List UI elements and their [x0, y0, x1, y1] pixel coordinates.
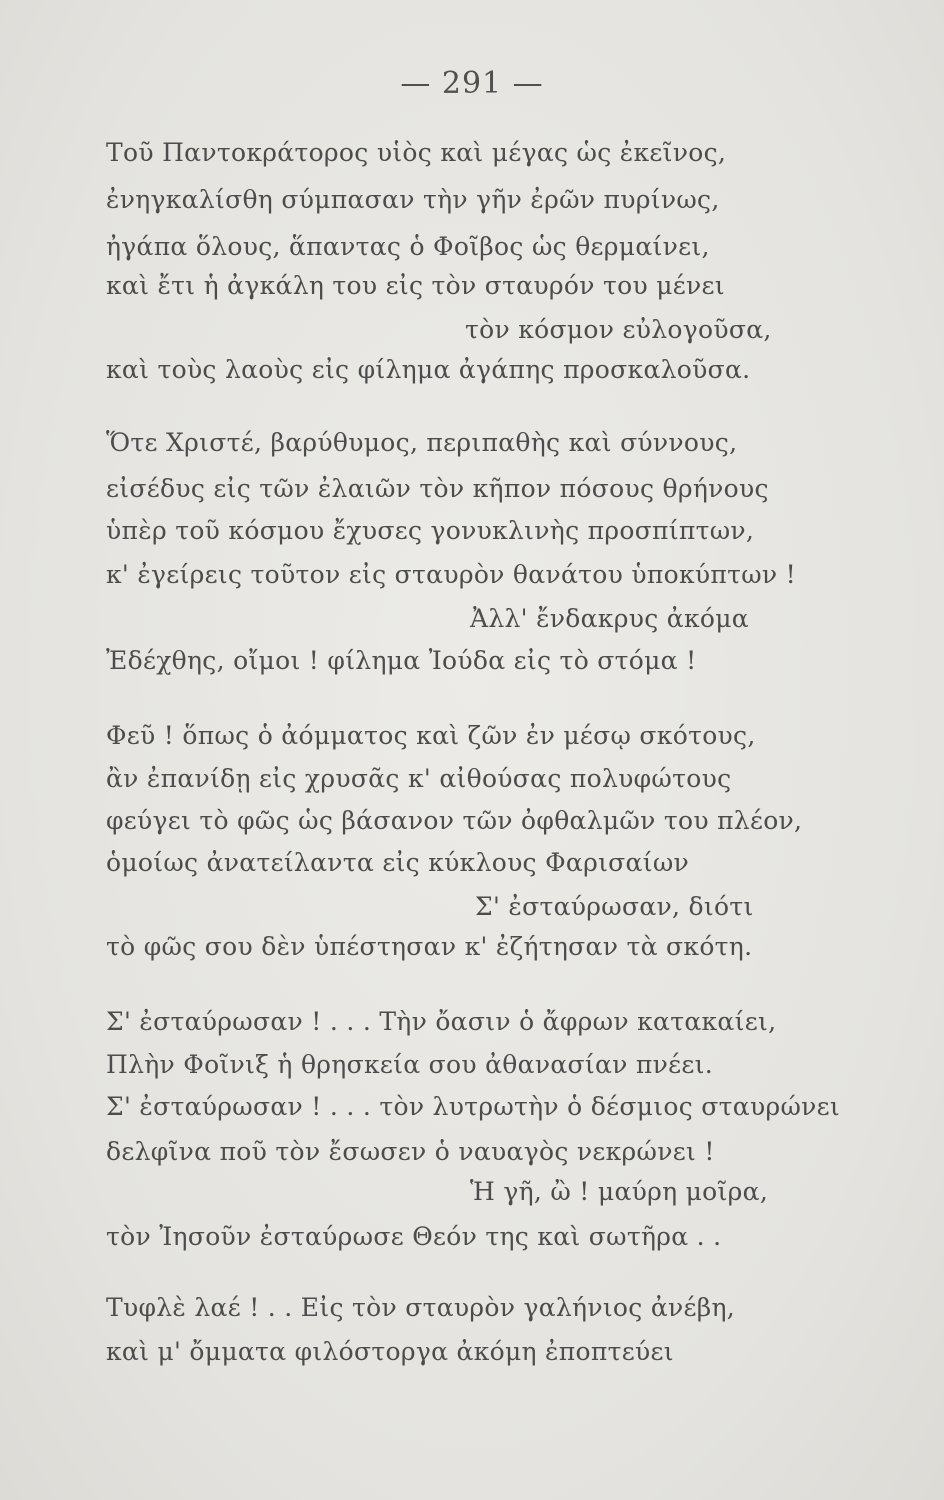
- poem-line: εἰσέδυς εἰς τῶν ἐλαιῶν τὸν κῆπον πόσους θρήνους: [106, 474, 769, 503]
- poem-line: ὁμοίως ἀνατείλαντα εἰς κύκλους Φαρισαίων: [106, 848, 690, 877]
- poem-line: καὶ μ' ὄμματα φιλόστοργα ἀκόμη ἐποπτεύει: [106, 1337, 674, 1366]
- poem-line: Τοῦ Παντοκράτορος υἱὸς καὶ μέγας ὡς ἐκεῖνος,: [106, 138, 727, 167]
- poem-line: Τυφλὲ λαέ ! . . Εἰς τὸν σταυρὸν γαλήνιος ἀνέβη,: [106, 1293, 736, 1322]
- poem-line: Ὅτε Χριστέ, βαρύθυμος, περιπαθὴς καὶ σύννους,: [106, 428, 738, 457]
- poem-line: δελφῖνα ποῦ τὸν ἔσωσεν ὁ ναυαγὸς νεκρώνει !: [106, 1137, 715, 1166]
- poem-line: Ἐδέχθης, οἴμοι ! φίλημα Ἰούδα εἰς τὸ στόμα !: [106, 646, 697, 675]
- poem-line: φεύγει τὸ φῶς ὡς βάσανον τῶν ὀφθαλμῶν του πλέον,: [106, 806, 803, 835]
- poem-line: Πλὴν Φοῖνιξ ἡ θρησκεία σου ἀθανασίαν πνέει.: [106, 1050, 713, 1079]
- poem-line: κ' ἐγείρεις τοῦτον εἰς σταυρὸν θανάτου ὑποκύπτων !: [106, 560, 797, 589]
- poem-line: ἠγάπα ὅλους, ἅπαντας ὁ Φοῖβος ὡς θερμαίνει,: [106, 232, 710, 261]
- page-number: — 291 —: [400, 66, 544, 101]
- poem-line: καὶ τοὺς λαοὺς εἰς φίλημα ἀγάπης προσκαλοῦσα.: [106, 355, 751, 384]
- poem-line-indented: τὸν κόσμον εὐλογοῦσα,: [465, 315, 772, 344]
- poem-line-indented: Ἀλλ' ἔνδακρυς ἀκόμα: [470, 604, 749, 633]
- poem-line: τὸν Ἰησοῦν ἐσταύρωσε Θεόν της καὶ σωτῆρα . .: [106, 1222, 722, 1251]
- poem-line: καὶ ἔτι ἡ ἀγκάλη του εἰς τὸν σταυρόν του μένει: [106, 271, 725, 300]
- poem-line: Σ' ἐσταύρωσαν ! . . . τὸν λυτρωτὴν ὁ δέσμιος σταυρώνει: [106, 1092, 840, 1121]
- poem-line-indented: Σ' ἐσταύρωσαν, διότι: [475, 892, 754, 921]
- poem-line: Φεῦ ! ὅπως ὁ ἀόμματος καὶ ζῶν ἐν μέσῳ σκότους,: [106, 721, 756, 750]
- poem-line: ἐνηγκαλίσθη σύμπασαν τὴν γῆν ἐρῶν πυρίνως,: [106, 185, 720, 214]
- poem-line: Σ' ἐσταύρωσαν ! . . . Τὴν ὄασιν ὁ ἄφρων κατακαίει,: [106, 1007, 777, 1036]
- poem-line-indented: Ἡ γῆ, ὢ ! μαύρη μοῖρα,: [470, 1177, 769, 1206]
- poem-line: τὸ φῶς σου δὲν ὑπέστησαν κ' ἐζήτησαν τὰ σκότη.: [106, 932, 753, 961]
- poem-line: ἂν ἐπανίδῃ εἰς χρυσᾶς κ' αἰθούσας πολυφώτους: [106, 764, 732, 793]
- poem-line: ὑπὲρ τοῦ κόσμου ἔχυσες γονυκλινὴς προσπίπτων,: [106, 516, 755, 545]
